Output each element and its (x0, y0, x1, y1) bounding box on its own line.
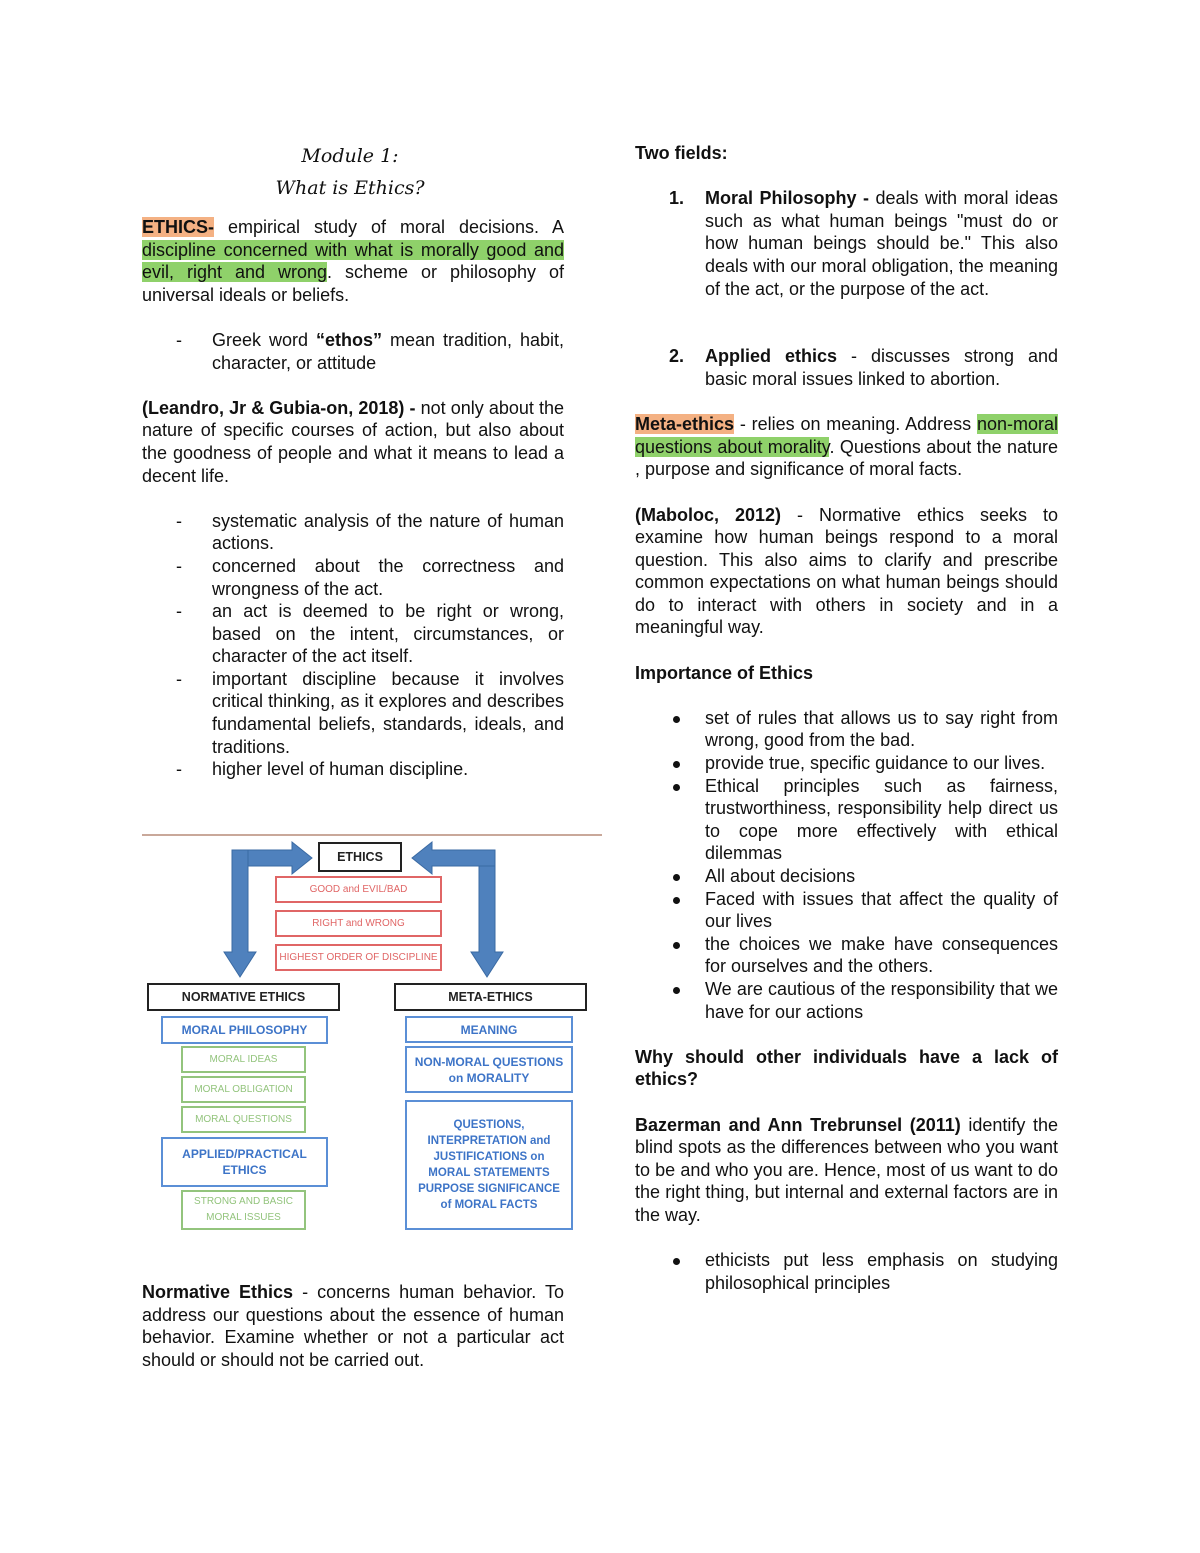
greek-list (142, 329, 564, 374)
list-item: - important discipline because it involves critical thinking, as it explores and describes fundamental beliefs, standards, ideals, and traditions. (142, 668, 564, 758)
meta-term: Meta-ethics (635, 414, 735, 435)
bazerman-paragraph (635, 1114, 1058, 1227)
red-box: GOOD and EVIL/BAD (275, 876, 442, 903)
list-item: the choices we make have consequences for ourselves and the others. (635, 933, 1058, 978)
ethics-def-b: . scheme or philosophy of universal ideals or beliefs. (142, 262, 564, 305)
field-term: Moral Philosophy - (705, 188, 869, 209)
list-number: 2. (669, 346, 685, 367)
green-box: STRONG AND BASIC MORAL ISSUES (181, 1190, 306, 1230)
bazerman-text: identify the blind spots as the differences between who you want to be and who you are. Hence, most of us want to do the right thing, but internal and external factors are in the way. (635, 1114, 1058, 1225)
list-item: ethicists put less emphasis on studying philosophical principles (635, 1249, 1058, 1294)
greek-prefix: Greek word (212, 329, 316, 350)
field-term: Applied ethics (705, 346, 837, 367)
field-text: - discusses strong and basic moral issues linked to abortion. (705, 346, 1058, 389)
ethics-diagram (142, 832, 602, 1242)
meta-ethics-paragraph (635, 413, 1058, 481)
greek-word: “ethos” (315, 329, 382, 350)
questions-box: QUESTIONS, INTERPRETATION and JUSTIFICATIONS on MORAL STATEMENTS PURPOSE SIGNIFICANCE of MORAL FACTS (405, 1100, 573, 1230)
normative-text: - concerns human behavior. To address our questions about the essence of human behavior. Examine whether or not a particular act should or should not be carried out. (142, 1282, 564, 1370)
maboloc-text: - Normative ethics seeks to examine how human beings respond to a moral question. This also aims to clarify and prescribe common expectations on what human beings should do to interact with others in society and in a meaningful way. (635, 504, 1058, 638)
ethics-term: ETHICS- (142, 217, 214, 237)
ethics-bullets (142, 510, 564, 781)
red-box: HIGHEST ORDER OF DISCIPLINE (275, 944, 442, 971)
down-arrow-icon (224, 850, 256, 977)
list-item: Faced with issues that affect the quality of our lives (635, 888, 1058, 933)
maboloc-ref: (Maboloc, 2012) (635, 504, 782, 525)
last-list (635, 1249, 1058, 1294)
bazerman-ref: Bazerman and Ann Trebrunsel (2011) (635, 1114, 961, 1135)
importance-heading: Importance of Ethics (635, 662, 814, 683)
leandro-text: not only about the nature of specific courses of action, but also about the goodness of people and what it means to lead a decent life. (142, 397, 564, 486)
fields-list (635, 187, 1058, 300)
red-box: RIGHT and WRONG (275, 910, 442, 937)
module-title: Module 1: (301, 145, 399, 167)
list-item (635, 345, 1058, 390)
list-item: We are cautious of the responsibility that we have for our actions (635, 978, 1058, 1023)
leandro-ref: (Leandro, Jr & Gubia-on, 2018) - (142, 397, 416, 418)
fields-list-2 (635, 345, 1058, 390)
field-text: deals with moral ideas such as what human beings "must do or how human beings should be." This also deals with our moral obligation, the meaning of the act, or the purpose of the act. (705, 188, 1058, 299)
ethics-box: ETHICS (318, 842, 402, 872)
greek-suffix: mean tradition, habit, character, or attitude (212, 329, 564, 373)
green-box: MORAL IDEAS (181, 1046, 306, 1073)
list-item: - concerned about the correctness and wrongness of the act. (142, 555, 564, 600)
list-item (142, 329, 564, 374)
ethics-definition (142, 216, 564, 306)
list-item: - higher level of human discipline. (142, 758, 564, 781)
left-column (142, 140, 564, 781)
meta-highlight: non-moral questions about morality (635, 414, 1058, 457)
non-moral-box: NON-MORAL QUESTIONS on MORALITY (405, 1046, 573, 1093)
list-item: - an act is deemed to be right or wrong, based on the intent, circumstances, or character of the act itself. (142, 600, 564, 668)
green-box: MORAL QUESTIONS (181, 1106, 306, 1133)
module-subtitle: What is Ethics? (275, 177, 425, 199)
list-item (635, 187, 1058, 300)
moral-philosophy-box: MORAL PHILOSOPHY (161, 1016, 328, 1044)
list-item: provide true, specific guidance to our lives. (635, 752, 1058, 775)
normative-ethics-box: NORMATIVE ETHICS (147, 983, 340, 1011)
list-item: set of rules that allows us to say right from wrong, good from the bad. (635, 707, 1058, 752)
list-item: Ethical principles such as fairness, trustworthiness, responsibility help direct us to cope more effectively with ethical dilemmas (635, 775, 1058, 865)
applied-ethics-box: APPLIED/PRACTICAL ETHICS (161, 1137, 328, 1187)
normative-paragraph (142, 1281, 564, 1371)
list-item: All about decisions (635, 865, 1058, 888)
meta-text-b: . Questions about the nature , purpose and significance of moral facts. (635, 436, 1058, 480)
importance-list (635, 707, 1058, 1023)
normative-term: Normative Ethics (142, 1282, 294, 1302)
list-number: 1. (669, 188, 685, 209)
two-fields-heading: Two fields: (635, 143, 728, 163)
list-item: - systematic analysis of the nature of human actions. (142, 510, 564, 555)
right-column (635, 142, 1058, 1294)
maboloc-paragraph (635, 504, 1058, 640)
meta-ethics-box: META-ETHICS (394, 983, 587, 1011)
why-heading: Why should other individuals have a lack of ethics? (635, 1046, 1058, 1090)
ethics-def-a: empirical study of moral decisions. A (214, 217, 564, 237)
leandro-paragraph (142, 397, 564, 487)
meaning-box: MEANING (405, 1016, 573, 1043)
ethics-def-highlight: discipline concerned with what is morally good and evil, right and wrong (142, 239, 564, 283)
normative-section (142, 1281, 564, 1371)
green-box: MORAL OBLIGATION (181, 1076, 306, 1103)
meta-text-a: - relies on meaning. Address (734, 414, 977, 435)
down-arrow-icon (471, 866, 503, 977)
